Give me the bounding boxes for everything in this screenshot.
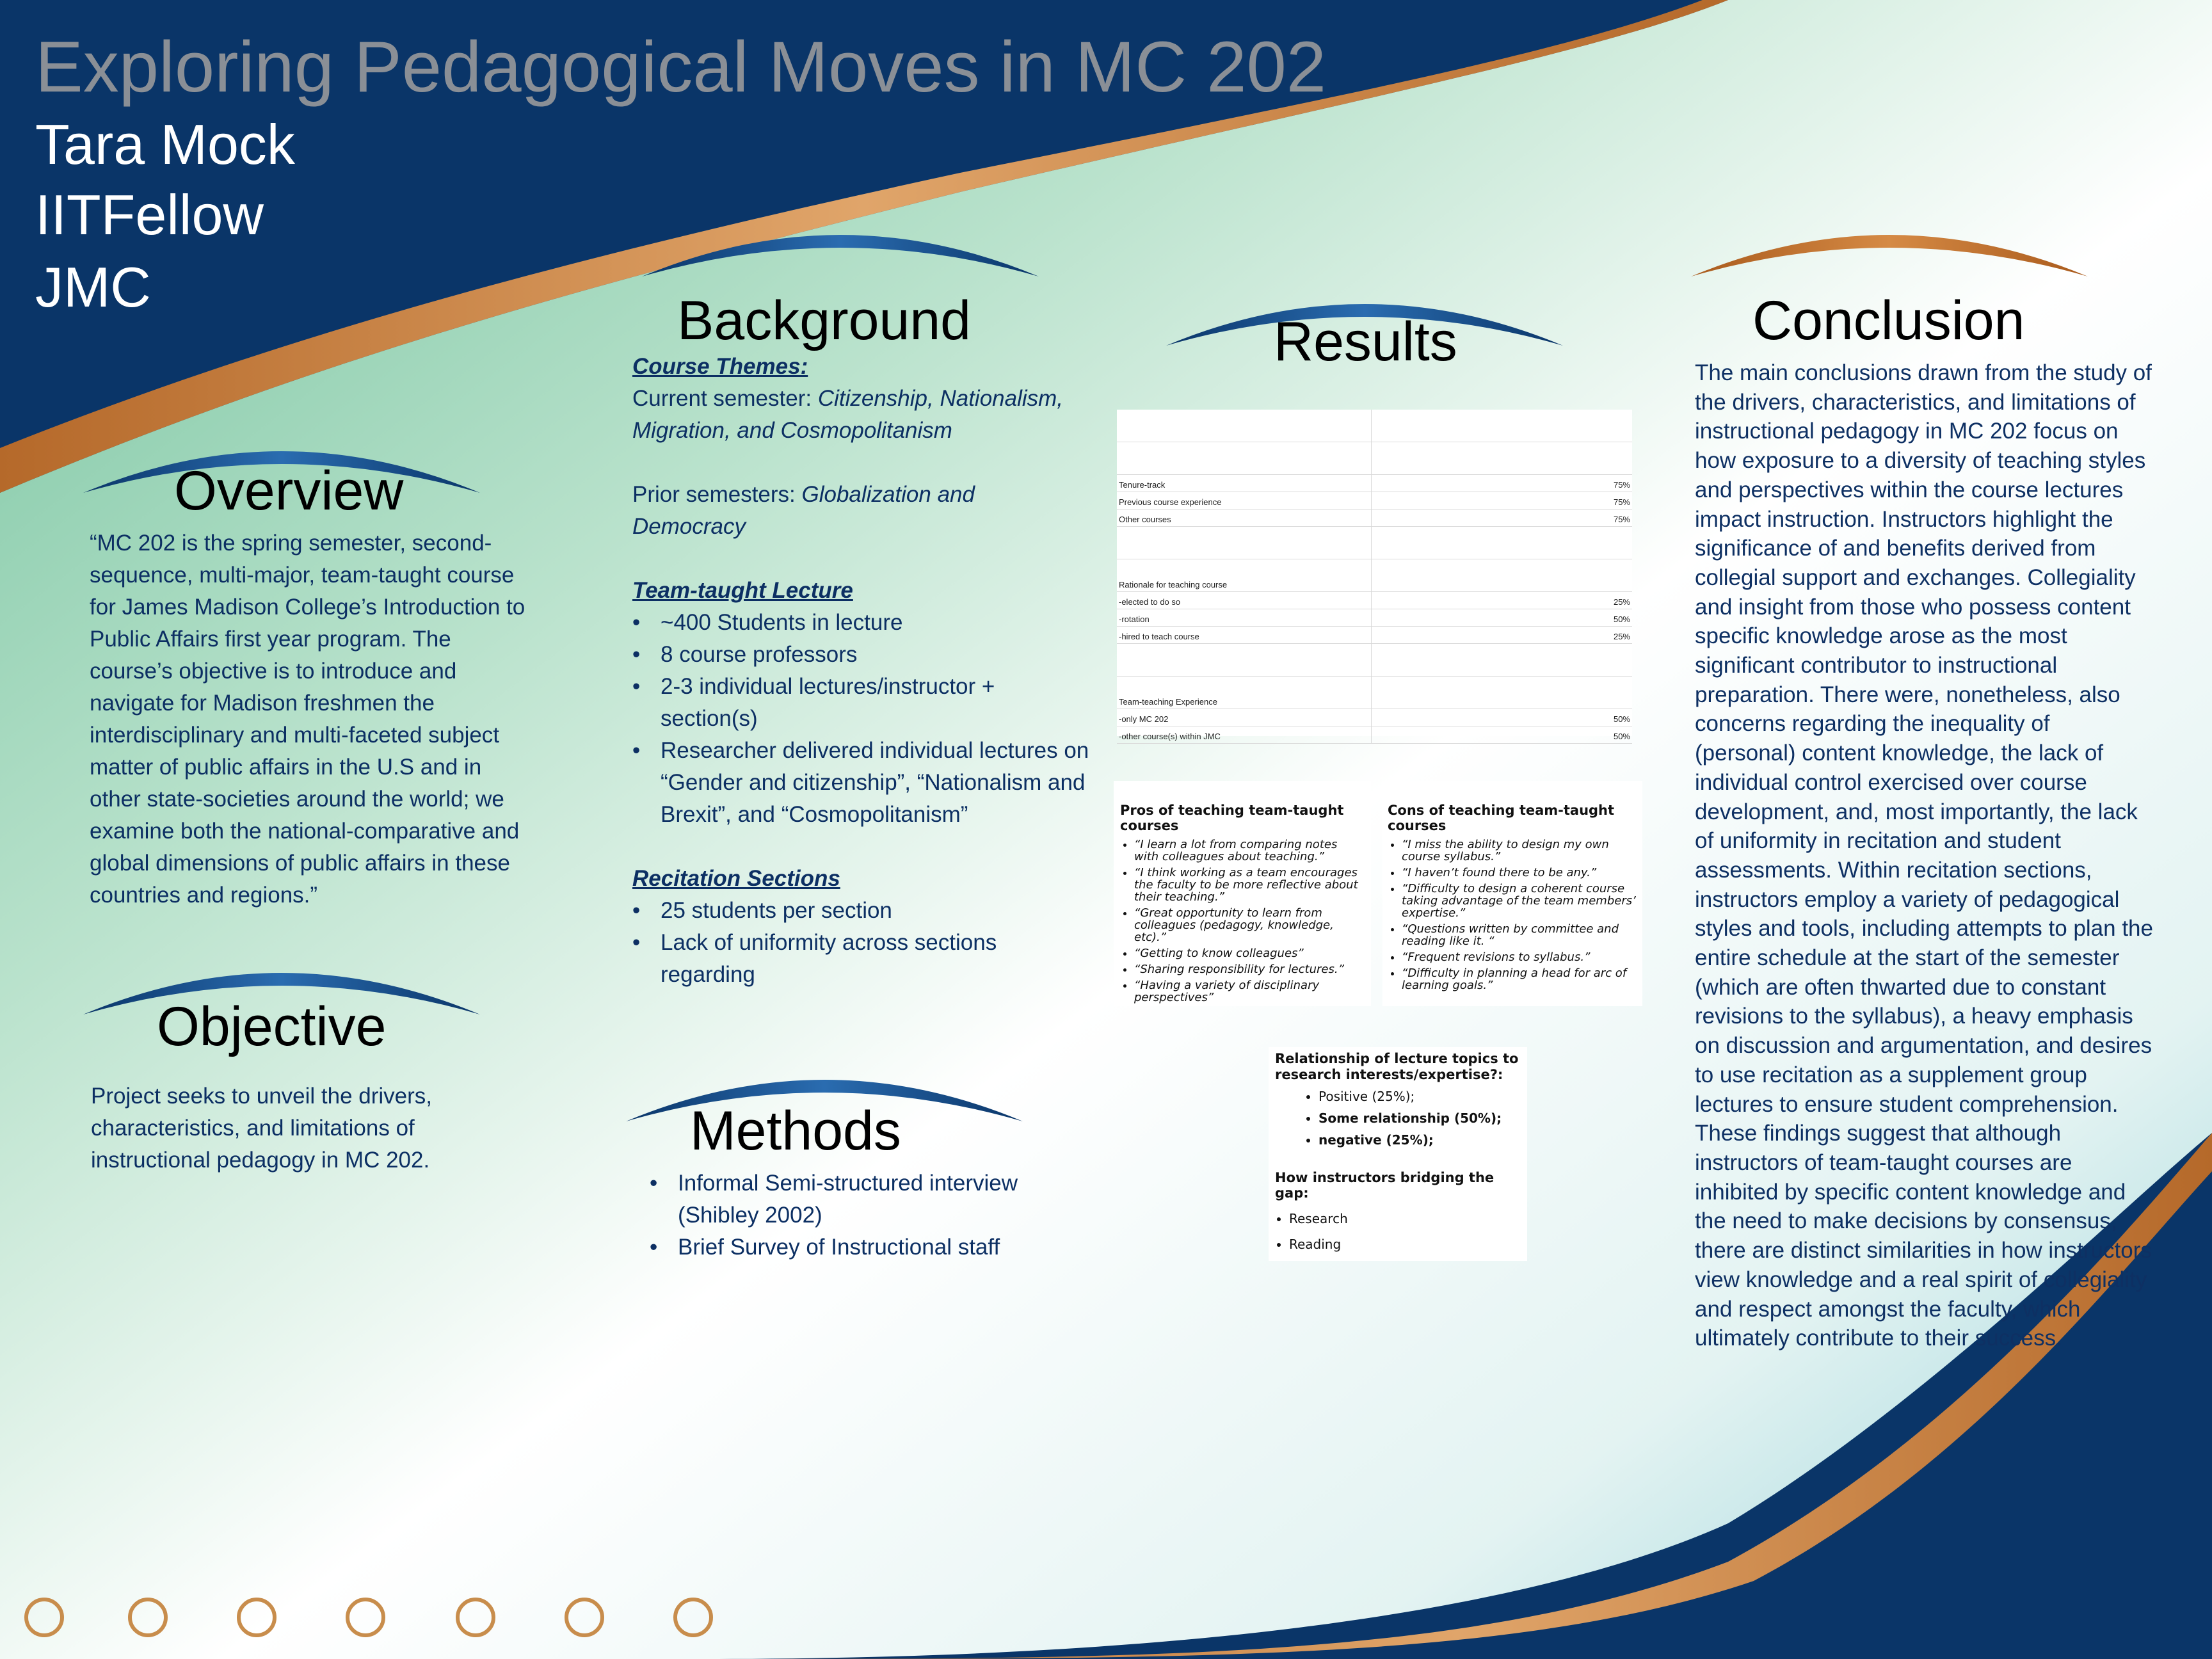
decor-circle-icon [456,1598,495,1637]
cons-title: Cons of teaching team-taught courses [1388,803,1615,833]
table-cell-label: Previous course experience [1117,492,1372,509]
results-rows [1117,410,1632,744]
table-row [1117,410,1632,442]
cons-item: • “Questions written by committee and reading like it. “ [1402,923,1636,947]
table-cell-label: -hired to teach course [1117,627,1372,643]
bullet-icon: • [632,642,641,667]
bullet-icon: • [632,738,641,763]
table-row [1117,644,1632,677]
pros-item: • “Sharing responsibility for lectures.” [1134,963,1363,975]
decor-circle-icon [565,1598,604,1637]
table-row [1117,509,1632,527]
overview-heading: Overview [174,460,404,522]
table-row [1117,527,1632,559]
cons-item: • “Frequent revisions to syllabus.” [1402,951,1636,963]
bullet-icon: • [650,1171,658,1196]
relationship-item: • negative (25%); [1318,1129,1521,1151]
table-row [1117,475,1632,492]
list-item-text: Brief Survey of Instructional staff [678,1235,1000,1260]
pros-item: • “I learn a lot from comparing notes with colleagues about teaching.” [1134,838,1363,863]
decor-circle-icon [346,1598,385,1637]
list-item-text: ~400 Students in lecture [661,610,903,635]
table-cell-value [1372,677,1632,709]
bullet-icon: • [632,930,641,955]
cons-item: • “Difficulty in planning a head for arc of learning goals.” [1402,967,1636,991]
results-table [1117,410,1632,741]
table-cell-label: Tenure-track [1117,475,1372,492]
cons-list [1388,838,1636,991]
list-item-text: Lack of uniformity across sections regarding [661,930,997,987]
author-role: IITFellow [35,183,264,246]
table-cell-label: -elected to do so [1117,592,1372,609]
table-row [1117,559,1632,592]
table-cell-value: 50% [1613,732,1630,741]
list-item [632,895,1093,927]
relationship-item: • Positive (25%); [1318,1086,1521,1107]
pros-item: • “Getting to know colleagues” [1134,947,1363,959]
list-item [650,1167,1085,1231]
pros-panel [1114,781,1371,1006]
table-row [1117,592,1632,609]
recitation-label: Recitation Sections [632,866,840,891]
cons-item: • “I miss the ability to design my own course syllabus.” [1402,838,1636,863]
table-cell-value [1372,410,1632,442]
table-cell-value: 25% [1613,597,1630,607]
table-cell-value: 50% [1613,614,1630,624]
table-cell-value [1372,527,1632,559]
list-item [632,927,1093,991]
table-cell-label: -rotation [1117,609,1372,626]
overview-text: “MC 202 is the spring semester, second-sequence, multi-major, team-taught course for James Madison College’s Introduction to Public Affairs first year program. The course’s objective is to introduce and navigate for Madison freshmen the interdisciplinary and multi-faceted subject matter of public affairs in the U.S and in other state-societies around the world; we examine both the national-comparative and global dimensions of public affairs in these countries and regions.” [90,531,525,908]
background-heading: Background [677,290,971,351]
bullet-icon: • [632,674,641,699]
list-item [632,639,1093,671]
list-item [632,607,1093,639]
cons-item: • “Difficulty to design a coherent course taking advantage of the team members’ expertise.” [1402,883,1636,919]
prior-semesters [632,479,1093,543]
objective-text: Project seeks to unveil the drivers, characteristics, and limitations of instructional pedagogy in MC 202. [91,1084,433,1173]
pros-list [1120,838,1363,1004]
list-item-text: 25 students per section [661,898,892,923]
table-cell-label [1117,442,1372,474]
course-themes-label: Course Themes: [632,354,808,379]
current-semester-label: Current semester: [632,386,818,411]
decor-circle-icon [237,1598,276,1637]
poster-title: Exploring Pedagogical Moves in MC 202 [35,27,1327,107]
relationship-item: • Some relationship (50%); [1318,1107,1521,1129]
table-cell-value [1372,644,1632,676]
bullet-icon: • [632,898,641,923]
table-cell-value: 75% [1613,497,1630,507]
cons-panel [1382,781,1642,1006]
team-taught-list [632,607,1093,831]
table-cell-value: 75% [1613,515,1630,524]
current-semester-value: Citizenship, Nationalism, Migration, and Cosmopolitanism [632,386,1064,443]
decor-circle-icon [673,1598,713,1637]
prior-semesters-label: Prior semesters: [632,482,802,507]
table-cell-value: 50% [1613,714,1630,724]
table-cell-label: -other course(s) within JMC [1117,726,1372,743]
list-item [632,671,1093,735]
decor-circle-icon [24,1598,64,1637]
list-item [650,1231,1085,1263]
bullet-icon: • [632,610,641,635]
table-cell-value [1372,559,1632,591]
pros-item: • “Great opportunity to learn from colleagues (pedagogy, knowledge, etc).” [1134,907,1363,943]
table-row [1117,709,1632,726]
table-cell-label: Other courses [1117,509,1372,526]
team-taught-label: Team-taught Lecture [632,578,853,603]
list-item [632,735,1093,831]
methods-heading: Methods [690,1100,901,1162]
gap-item: • Research [1289,1206,1521,1231]
objective-heading: Objective [157,996,387,1057]
table-row [1117,726,1632,744]
table-cell-value: 75% [1613,480,1630,490]
decor-circle-icon [128,1598,168,1637]
list-item-text: Informal Semi-structured interview (Shibley 2002) [678,1171,1018,1228]
table-cell-label [1117,410,1372,442]
relationship-list [1275,1086,1521,1151]
results-heading: Results [1274,311,1457,373]
table-row [1117,627,1632,644]
table-cell-label: Rationale for teaching course [1117,559,1372,591]
bullet-icon: • [650,1235,658,1260]
pros-title: Pros of teaching team-taught courses [1120,803,1344,833]
table-cell-value: 25% [1613,632,1630,641]
pros-item: • “I think working as a team encourages the faculty to be more reflective about their teaching.” [1134,867,1363,903]
conclusion-text: The main conclusions drawn from the study of the drivers, characteristics, and limitations of instructional pedagogy in MC 202 focus on how exposure to a diversity of teaching styles and perspectives within the course lectures impact instruction. Instructors highlight the significance of and benefits derived from collegial support and exchanges. Collegiality and insight from those who possess content specific knowledge arose as the most significant contributor to instructional preparation. There were, nonetheless, also concerns regarding the inequality of (personal) content knowledge, the lack of individual control exercised over course development, and, most importantly, the lack of uniformity in recitation and student assessments. Within recitation sections, instructors employ a variety of pedagogical styles and tools, including attempts to plan the entire schedule at the start of the semester (which are often thwarted due to constant revisions to the syllabus), a heavy emphasis on discussion and argumentation, and desires to use recitation as a supplement group lectures to ensure student comprehension. These findings suggest that although instructors of team-taught courses are inhibited by specific content knowledge and the need to make decisions by consensus, there are distinct similarities in how instructors view knowledge and a real spirit of collegiality and respect amongst the faculty, which ultimately contribute to their success. [1695,360,2153,1351]
list-item-text: Researcher delivered individual lectures on “Gender and citizenship”, “Nationalism and Brexit”, and “Cosmopolitanism” [661,738,1089,827]
conclusion-heading: Conclusion [1752,290,2025,351]
table-cell-label: Team-teaching Experience [1117,677,1372,709]
relationship-title: Relationship of lecture topics to research interests/expertise?: [1275,1051,1519,1082]
author-dept: JMC [35,255,151,319]
table-row [1117,492,1632,509]
list-item-text: 2-3 individual lectures/instructor + section(s) [661,674,995,731]
table-cell-value [1372,442,1632,474]
relationship-panel [1269,1047,1527,1261]
list-item-text: 8 course professors [661,642,858,667]
methods-list [650,1167,1085,1263]
pros-item: • “Having a variety of disciplinary perspectives” [1134,979,1363,1004]
author-name: Tara Mock [35,113,295,176]
gap-list [1275,1206,1521,1257]
table-cell-label [1117,644,1372,676]
gap-item: • Reading [1289,1231,1521,1257]
table-cell-label [1117,527,1372,559]
recitation-list [632,895,1093,991]
gap-title: How instructors bridging the gap: [1275,1170,1495,1201]
prior-semesters-value: Globalization and Democracy [632,482,975,539]
table-row [1117,677,1632,709]
cons-item: • “I haven’t found there to be any.” [1402,867,1636,879]
background-body [632,351,1093,991]
table-cell-label: -only MC 202 [1117,709,1372,726]
table-row [1117,609,1632,627]
table-row [1117,442,1632,475]
current-semester [632,383,1093,447]
